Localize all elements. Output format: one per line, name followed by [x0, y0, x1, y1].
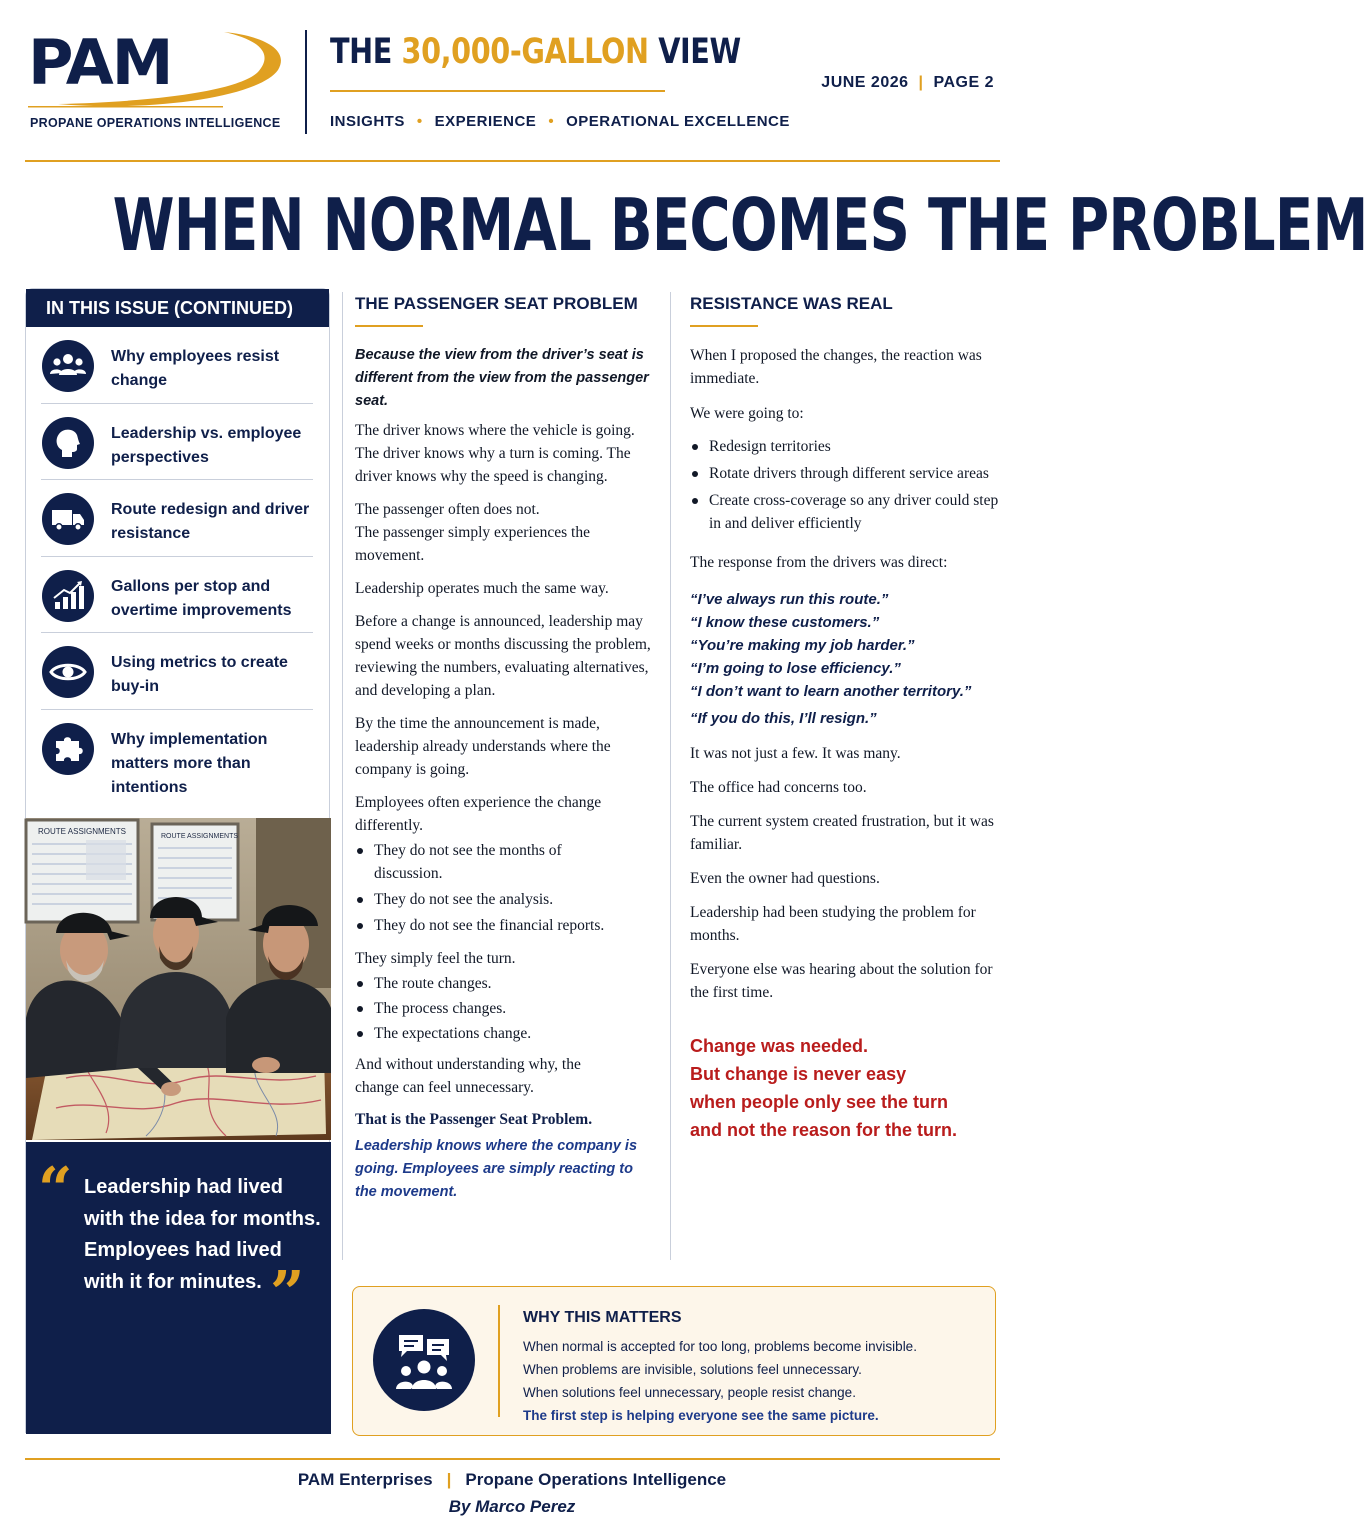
footer: PAM Enterprises | Propane Operations Intelligence	[297, 1470, 727, 1489]
why-this-matters-box	[352, 1286, 996, 1436]
tagline-row: INSIGHTS • EXPERIENCE • OPERATIONAL EXCELLENCE	[330, 113, 790, 130]
list-item: The route changes.	[355, 972, 655, 995]
eye-icon	[42, 646, 94, 698]
issue-label: Why implementation matters more than intentions	[111, 730, 268, 796]
driver-quote: “I’ve always run this route.”	[690, 591, 889, 608]
list-item: The process changes.	[355, 997, 655, 1020]
issue-item[interactable]	[41, 557, 313, 634]
col3-title: RESISTANCE WAS REAL	[690, 294, 893, 313]
col2-paragraph: Before a change is announced, leadership may spend weeks or months discussing the problem, reviewing the numbers, evaluating alternatives, and developing a plan.	[355, 613, 651, 699]
board-label: ROUTE ASSIGNMENTS	[161, 833, 239, 840]
list-item: They do not see the analysis.	[355, 888, 655, 911]
col3-paragraph: The current system created frustration, but it was familiar.	[690, 813, 994, 853]
col3-paragraph: The office had concerns too.	[690, 779, 867, 796]
col2-bullet-list	[355, 972, 655, 1045]
matters-line: When normal is accepted for too long, problems become invisible.	[523, 1339, 917, 1354]
col3-paragraph: Leadership had been studying the problem for months.	[690, 904, 976, 944]
col2-paragraph: The passenger often does not.	[355, 501, 540, 518]
matters-line-emphasis: The first step is helping everyone see the same picture.	[523, 1408, 879, 1423]
issue-item[interactable]	[41, 633, 313, 710]
driver-quote: “I’m going to lose efficiency.”	[690, 660, 901, 677]
title-highlight: 30,000-GALLON	[401, 32, 649, 72]
puzzle-piece-icon	[42, 723, 94, 775]
logo-wordmark: PAM	[28, 26, 172, 99]
board-label: ROUTE ASSIGNMENTS	[38, 827, 127, 836]
matters-title: WHY THIS MATTERS	[523, 1309, 682, 1326]
col2-paragraph: Employees often experience the change differently.	[355, 794, 602, 834]
issue-label: Why employees resist change	[111, 348, 280, 389]
col2-paragraph: The passenger simply experiences the movement.	[355, 524, 590, 564]
col2-closing-bold: That is the Passenger Seat Problem.	[355, 1111, 593, 1128]
pull-quote-text: Leadership had lived with the idea for months. Employees had lived with it for minutes.	[84, 1176, 321, 1293]
tagline-operational-excellence: OPERATIONAL EXCELLENCE	[566, 113, 790, 130]
col2-closing-italic: Leadership knows where the company is going. Employees are simply reacting to the movement.	[355, 1138, 638, 1200]
column-rule	[342, 292, 343, 1260]
title-suffix: VIEW	[658, 32, 741, 72]
driver-quote: “You’re making my job harder.”	[690, 637, 915, 654]
change-callout	[690, 1032, 1000, 1144]
drivers-map-photo	[26, 818, 331, 1140]
bar-chart-growth-icon	[42, 570, 94, 622]
driver-quote: “I know these customers.”	[690, 614, 880, 631]
close-quote-icon: ”	[270, 1259, 305, 1329]
list-item: Create cross-coverage so any driver could step in and deliver efficiently	[690, 489, 1000, 535]
col3-bullet-list	[690, 435, 1000, 535]
issue-date-line: JUNE 2026 | PAGE 2	[821, 74, 994, 91]
col2-paragraph: Leadership operates much the same way.	[355, 580, 609, 597]
driver-quote: “I don’t want to learn another territory.”	[690, 683, 972, 700]
col2-title: THE PASSENGER SEAT PROBLEM	[355, 294, 638, 313]
callout-line: when people only see the turn	[690, 1092, 949, 1112]
list-item: They do not see the months of discussion.	[355, 839, 595, 885]
list-item: They do not see the financial reports.	[355, 914, 655, 937]
issue-item[interactable]	[41, 710, 313, 810]
issue-label: Using metrics to create buy-in	[111, 654, 288, 695]
author-byline: By Marco Perez	[448, 1497, 576, 1516]
pam-logo	[28, 28, 290, 138]
col2-paragraph: The driver knows where the vehicle is going. The driver knows why a turn is coming. The driver knows why the speed is changing.	[355, 422, 635, 485]
pull-quote	[26, 1142, 331, 1434]
issue-item[interactable]	[41, 404, 313, 481]
page-headline: WHEN NORMAL BECOMES THE PROBLEM	[112, 183, 1368, 267]
open-quote-icon: “	[38, 1155, 73, 1225]
col2-bullet-list	[355, 839, 655, 937]
footer-division: Propane Operations Intelligence	[465, 1470, 727, 1489]
matters-line: When solutions feel unnecessary, people resist change.	[523, 1385, 856, 1400]
tagline-insights: INSIGHTS	[330, 113, 405, 130]
head-profile-icon	[42, 417, 94, 469]
callout-line: and not the reason for the turn.	[690, 1120, 958, 1140]
footer-company: PAM Enterprises	[297, 1470, 433, 1489]
col2-article	[355, 344, 655, 1204]
col2-paragraph: They simply feel the turn.	[355, 950, 516, 967]
people-group-icon	[42, 340, 94, 392]
page-number: PAGE 2	[933, 74, 994, 91]
issue-list	[26, 327, 329, 810]
issue-date: JUNE 2026	[821, 74, 909, 91]
discussion-group-icon	[373, 1309, 475, 1411]
issue-item[interactable]	[41, 480, 313, 557]
callout-line: Change was needed.	[690, 1036, 869, 1056]
col3-paragraph: It was not just a few. It was many.	[690, 745, 901, 762]
issue-label: Gallons per stop and overtime improvements	[111, 577, 292, 619]
matters-line: When problems are invisible, solutions feel unnecessary.	[523, 1362, 862, 1377]
callout-line: But change is never easy	[690, 1064, 907, 1084]
col2-paragraph: And without understanding why, the change can feel unnecessary.	[355, 1056, 581, 1096]
col2-intro: Because the view from the driver’s seat is different from the view from the passenger seat.	[355, 347, 649, 409]
list-item: Redesign territories	[690, 435, 1000, 458]
newsletter-title	[330, 30, 741, 74]
issue-sidebar	[25, 288, 330, 1433]
col2-title-bar	[355, 325, 423, 327]
title-prefix: THE	[330, 32, 392, 72]
col3-paragraph: Everyone else was hearing about the solution for the first time.	[690, 961, 993, 1001]
sidebar-title: IN THIS ISSUE (CONTINUED)	[26, 289, 329, 327]
matters-lines	[523, 1335, 983, 1427]
list-item: The expectations change.	[355, 1022, 655, 1045]
logo-tagline: PROPANE OPERATIONS INTELLIGENCE	[30, 116, 281, 130]
footer-rule	[25, 1458, 1000, 1460]
col3-article	[690, 344, 1000, 1144]
driver-quote: “If you do this, I’ll resign.”	[690, 710, 877, 727]
truck-icon	[42, 493, 94, 545]
column-rule	[670, 292, 671, 1260]
masthead	[0, 0, 1024, 160]
col3-paragraph: We were going to:	[690, 405, 804, 422]
col3-paragraph: Even the owner had questions.	[690, 870, 880, 887]
matters-rule	[498, 1305, 500, 1417]
tagline-experience: EXPERIENCE	[434, 113, 537, 130]
issue-label: Route redesign and driver resistance	[111, 501, 310, 542]
col2-paragraph: By the time the announcement is made, leadership already understands where the company is going.	[355, 715, 611, 778]
col3-paragraph: The response from the drivers was direct:	[690, 554, 948, 571]
col3-paragraph: When I proposed the changes, the reaction was immediate.	[690, 347, 982, 387]
issue-item[interactable]	[41, 327, 313, 404]
title-underline	[330, 90, 665, 92]
list-item: Rotate drivers through different service areas	[690, 462, 1000, 485]
issue-label: Leadership vs. employee perspectives	[111, 424, 302, 466]
header-rule	[25, 160, 1000, 162]
col3-title-bar	[690, 325, 758, 327]
header-divider	[305, 30, 307, 134]
